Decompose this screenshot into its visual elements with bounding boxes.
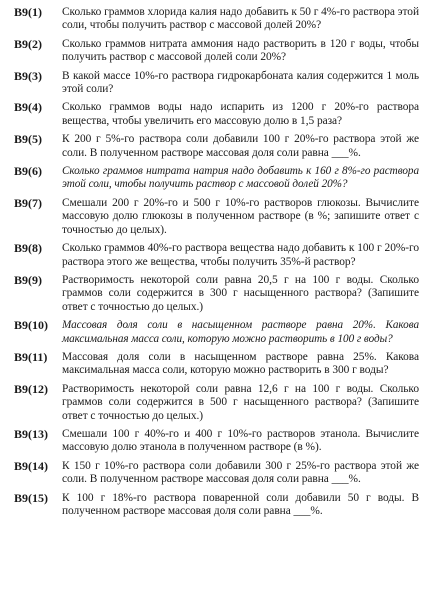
- problem-number: B9(8): [14, 241, 42, 256]
- problem-text: Массовая доля соли в насыщенном растворе равна 25%. Какова максимальная масса соли, которую можно растворить в 300 г воды?: [62, 350, 419, 377]
- problem-text: Сколько граммов хлорида калия надо добавить к 50 г 4%-го раствора этой соли, чтобы получить раствор с массовой долей 20%?: [62, 6, 419, 32]
- problem-number: B9(11): [14, 349, 48, 364]
- problem-item: [14, 492, 419, 519]
- problem-text: Сколько граммов нитрата аммония надо растворить в 120 г воды, чтобы получить раствор с массовой долей соли 20%?: [62, 37, 419, 64]
- problem-item: [14, 383, 419, 423]
- problem-text: К 200 г 5%-го раствора соли добавили 100 г 20%-го раствора этой же соли. В полученном растворе массовая доля соли равна ___%.: [62, 133, 419, 159]
- problem-number: B9(10): [14, 318, 48, 333]
- problem-number: B9(2): [14, 36, 42, 51]
- problem-item: [14, 242, 419, 269]
- problem-item: [14, 428, 419, 455]
- problem-text: Массовая доля соли в насыщенном растворе равна 20%. Какова максимальная масса соли, которую можно растворить в 100 г воды?: [62, 319, 419, 345]
- problem-item: [14, 351, 419, 378]
- problem-text: Растворимость некоторой соли равна 20,5 г на 100 г воды. Сколько граммов соли содержится в 300 г насыщенного раствора? (Запишите ответ с точностью до целых.): [62, 273, 419, 313]
- problem-item: [14, 319, 419, 346]
- problem-item: [14, 197, 419, 237]
- problem-text: Смешали 100 г 40%-го и 400 г 10%-го растворов этанола. Вычислите массовую долю этанола в полученном растворе (в %).: [62, 427, 419, 454]
- problem-number: B9(1): [14, 5, 42, 19]
- problem-number: B9(14): [14, 458, 48, 473]
- problem-text: Сколько граммов нитрата натрия надо добавить к 160 г 8%-го раствора этой соли, чтобы получить раствор с массовой долей 20%?: [62, 165, 419, 191]
- problem-item: [14, 460, 419, 487]
- problem-number: B9(7): [14, 195, 42, 210]
- problem-text: В какой массе 10%-го раствора гидрокарбоната калия содержится 1 моль этой соли?: [62, 69, 419, 96]
- problem-number: B9(15): [14, 490, 48, 505]
- problem-item: [14, 133, 419, 160]
- problem-text: К 100 г 18%-го раствора поваренной соли добавили 50 г воды. В полученном растворе массовая доля соли равна ___%.: [62, 491, 419, 517]
- problem-text: Сколько граммов воды надо испарить из 1200 г 20%-го раствора вещества, чтобы увеличить его массовую долю в 1,5 раза?: [62, 101, 419, 127]
- problem-text: К 150 г 10%-го раствора соли добавили 300 г 25%-го раствора этой же соли. В полученном растворе массовая доля соли равна ___%.: [62, 459, 419, 486]
- problem-text: Смешали 200 г 20%-го и 500 г 10%-го растворов глюкозы. Вычислите массовую долю глюкозы в полученном растворе (в %; запишите ответ с точностью до целых).: [62, 196, 419, 236]
- problem-number: B9(6): [14, 164, 42, 179]
- problem-number: B9(5): [14, 132, 42, 147]
- problem-number: B9(3): [14, 68, 42, 83]
- problem-text: Растворимость некоторой соли равна 12,6 г на 100 г воды. Сколько граммов соли содержится в 500 г насыщенного раствора? (Запишите ответ с точностью до целых.): [62, 382, 419, 422]
- problem-item: [14, 38, 419, 65]
- problem-number: B9(12): [14, 381, 48, 396]
- problem-item: [14, 274, 419, 314]
- problem-number: B9(13): [14, 426, 48, 441]
- problem-item: [14, 101, 419, 128]
- problem-item: [14, 165, 419, 192]
- problem-number: B9(4): [14, 100, 42, 115]
- problem-text: Сколько граммов 40%-го раствора вещества надо добавить к 100 г 20%-го раствора этого же вещества, чтобы получить 35%-й раствор?: [62, 242, 419, 268]
- problem-number: B9(9): [14, 272, 42, 287]
- problem-item: [14, 70, 419, 97]
- problem-item: [14, 6, 419, 33]
- problem-list: [14, 6, 419, 518]
